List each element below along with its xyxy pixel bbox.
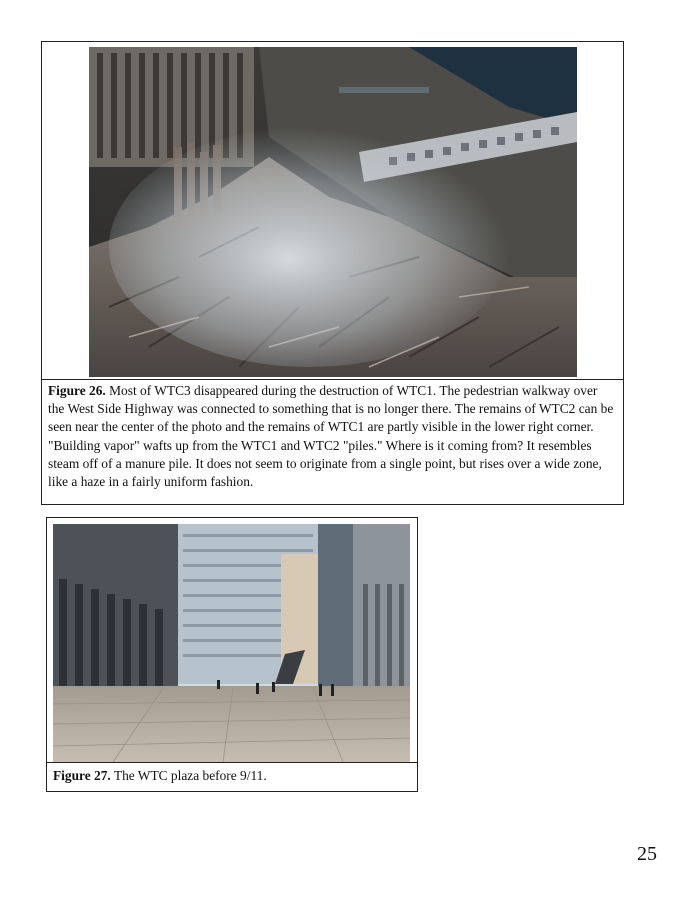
wtc-rubble-aerial-photo: [89, 47, 577, 377]
figure-26-photo: [89, 47, 577, 377]
figure-27-caption: [47, 762, 417, 791]
figure-26-caption-text: Most of WTC3 disappeared during the destruction of WTC1. The pedestrian walkway over the West Side Highway was connected to something that is no longer there. The remains of WTC2 can be seen near the center of the photo and the remains of WTC1 are partly visible in the lower right corner.: [48, 383, 614, 435]
figure-27: [46, 517, 418, 792]
figure-27-photo: [53, 524, 410, 762]
figure-26-label: Figure 26.: [48, 383, 106, 398]
figure-26: [41, 41, 624, 505]
figure-26-caption-paragraph-2: "Building vapor" wafts up from the WTC1 and WTC2 "piles." Where is it coming from? It resembles steam off of a manure pile. It does not seem to originate from a single point, but rises over a wide zone, like a haze in a fairly uniform fashion.: [48, 437, 602, 490]
figure-26-caption-paragraph-1: [48, 382, 617, 437]
wtc-plaza-photo: [53, 524, 410, 762]
page-number: 25: [637, 843, 657, 865]
figure-27-caption-text: The WTC plaza before 9/11.: [110, 768, 267, 783]
figure-27-caption-paragraph: [53, 767, 411, 785]
figure-26-caption: [42, 379, 623, 504]
figure-27-label: Figure 27.: [53, 768, 111, 783]
